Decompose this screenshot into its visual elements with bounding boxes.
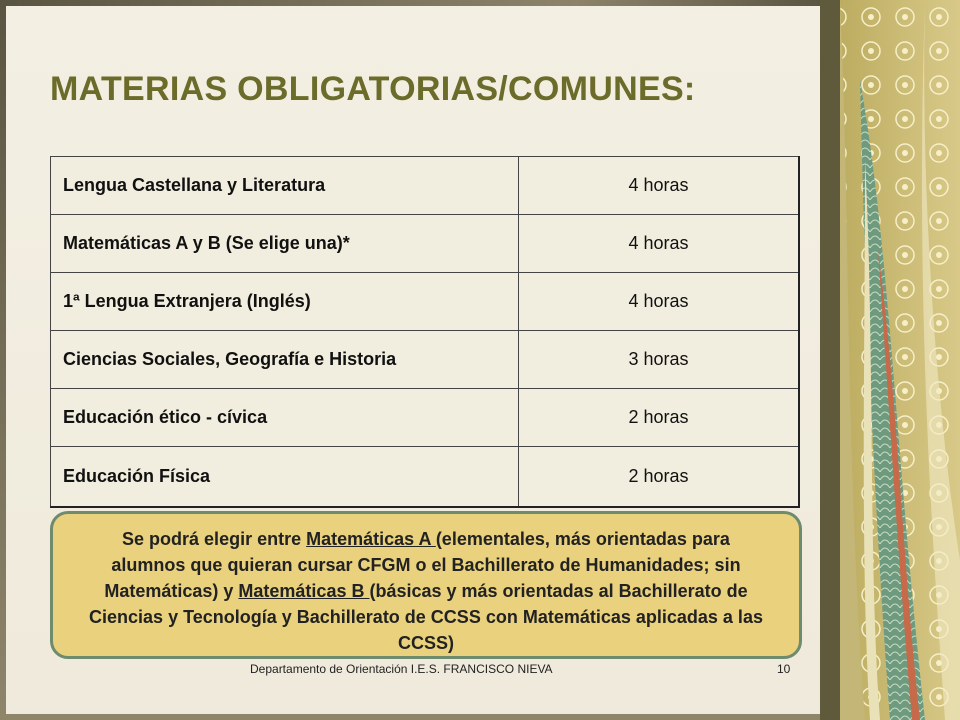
subjects-table [50,156,800,508]
hours-cell: 4 horas [519,215,800,273]
slide-title: MATERIAS OBLIGATORIAS/COMUNES: [50,70,696,108]
note-text: (básicas y más orientadas al Bachillerato de Ciencias y Tecnología y Bachillerato de CCSS con Matemáticas aplicadas a las CCSS) [89,581,763,653]
table-row [51,447,800,508]
subject-cell: Educación ético - cívica [51,389,519,447]
table-row [51,215,800,273]
frame-top-border [0,0,960,6]
table-row [51,331,800,389]
page-number: 10 [777,662,791,676]
slide-footer: Departamento de Orientación I.E.S. FRANCISCO NIEVA [250,662,553,676]
table-row [51,273,800,331]
subject-cell: 1ª Lengua Extranjera (Inglés) [51,273,519,331]
decorative-side-pattern [820,0,960,720]
subject-cell: Educación Física [51,447,519,508]
note-text: Se podrá elegir entre [122,529,307,549]
hours-cell: 2 horas [519,389,800,447]
frame-left-border [0,0,6,720]
subject-cell: Lengua Castellana y Literatura [51,157,519,215]
hours-cell: 4 horas [519,157,800,215]
table-row [51,389,800,447]
math-options-note [50,511,802,659]
hours-cell: 2 horas [519,447,800,508]
subject-cell: Matemáticas A y B (Se elige una)* [51,215,519,273]
note-text: (elementales, más orientadas para alumnos que quieran cursar CFGM o el Bachillerato de Humanidades; sin Matemáticas) y [104,529,741,601]
math-b-underlined: Matemáticas B [238,581,370,601]
table-row [51,157,800,215]
math-a-underlined: Matemáticas A [306,529,436,549]
hours-cell: 4 horas [519,273,800,331]
subject-cell: Ciencias Sociales, Geografía e Historia [51,331,519,389]
frame-bottom-border [0,714,960,720]
hours-cell: 3 horas [519,331,800,389]
